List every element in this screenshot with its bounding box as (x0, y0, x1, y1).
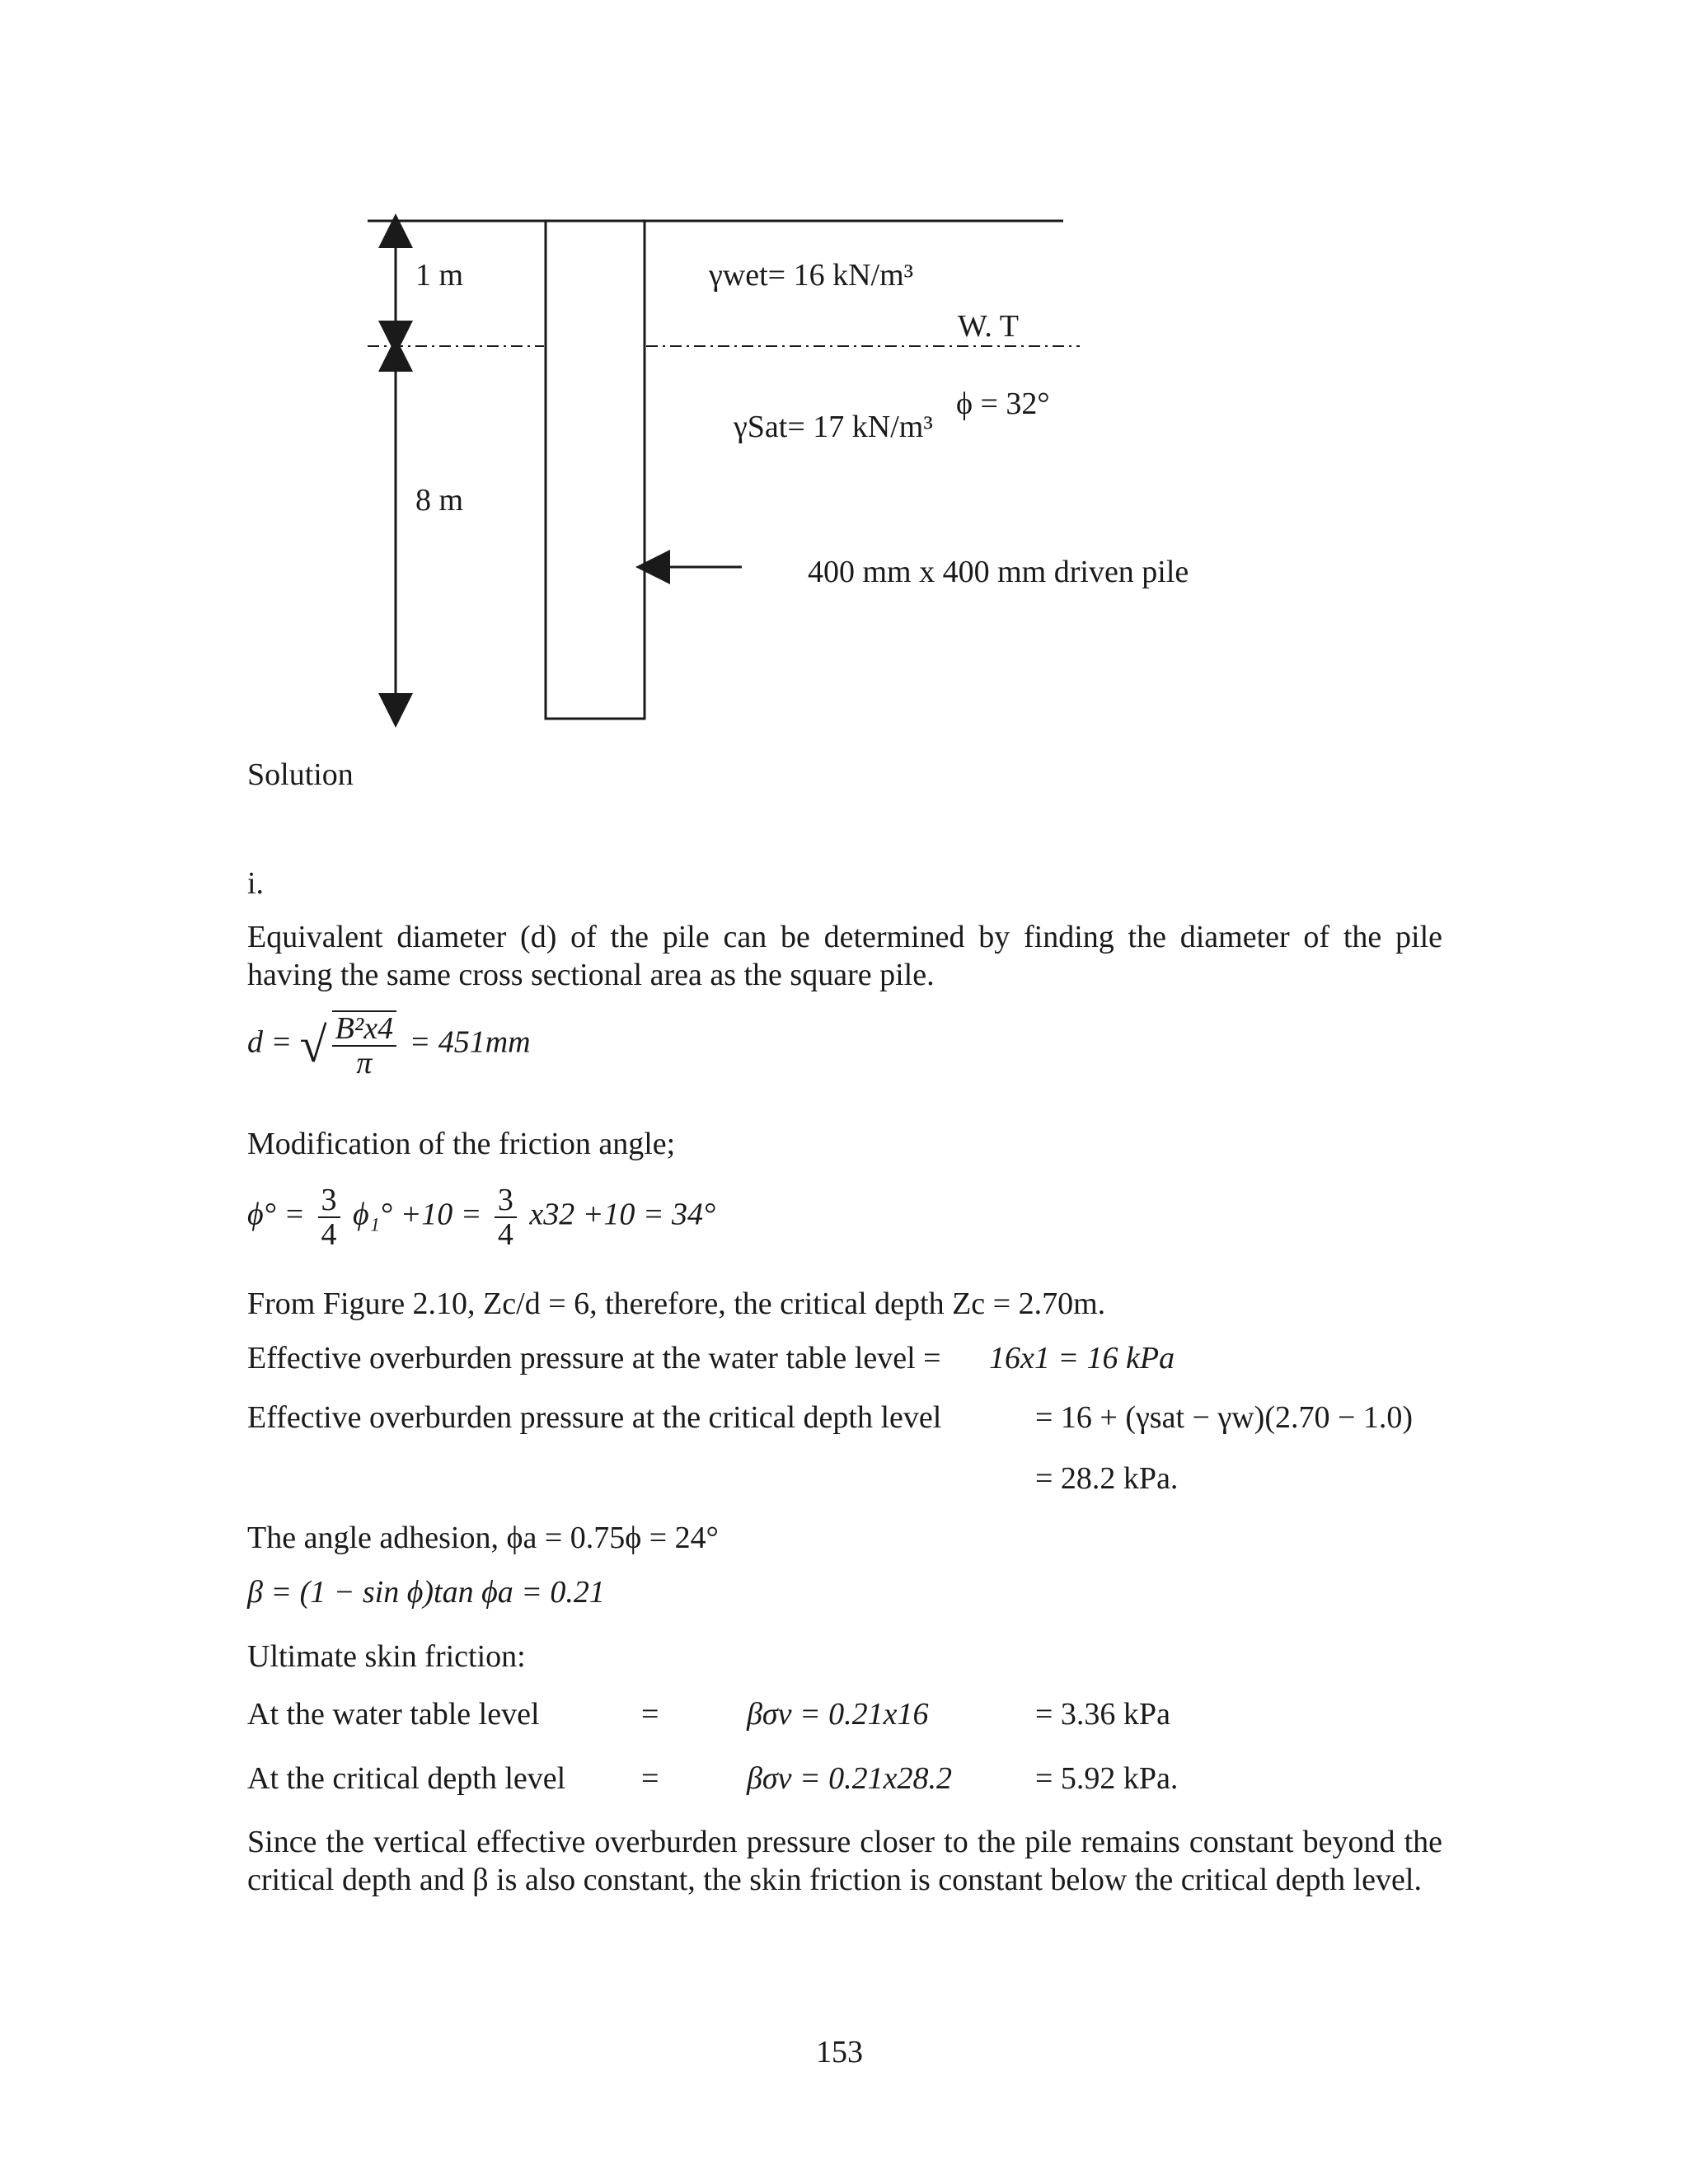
frac2-numerator: 3 (495, 1183, 517, 1218)
equation-phi-mid: ϕ₁° +10 = (353, 1197, 482, 1232)
conclusion-paragraph: Since the vertical effective overburden pressure closer to the pile remains constant beyond the critical depth and β is also constant, the skin friction is constant below the critical depth level. (247, 1825, 1442, 1897)
figure-reference: From Figure 2.10, Zc/d = 6, therefore, the critical depth Zc = 2.70m. (247, 1286, 1106, 1321)
depth-label-8m: 8 m (415, 483, 464, 518)
beta-equation: β = (1 − sin ϕ)tan ϕa = 0.21 (247, 1575, 605, 1610)
skin-row-expression: βσv = 0.21x28.2 (747, 1761, 953, 1796)
equivalent-diameter-paragraph: Equivalent diameter (d) of the pile can be determined by finding the diameter of the pile having the same cross sectional area as the square pile. (247, 920, 1442, 992)
page-number: 153 (816, 2035, 863, 2069)
pile-diagram (0, 0, 1688, 742)
overburden-wt-value: 16x1 = 16 kPa (989, 1341, 1175, 1376)
gamma-sat-label: γSat= 17 kN/m³ (734, 410, 933, 444)
skin-row-result: = 5.92 kPa. (1035, 1761, 1179, 1796)
part-label: i. (247, 866, 265, 901)
skin-row-expression: βσv = 0.21x16 (747, 1697, 929, 1732)
angle-adhesion: The angle adhesion, ϕa = 0.75ϕ = 24° (247, 1521, 719, 1555)
frac2-denominator: 4 (497, 1217, 513, 1252)
overburden-cd-result: = 28.2 kPa. (1035, 1461, 1179, 1496)
equation-phi-lhs: ϕ° = (247, 1197, 306, 1232)
pile-label: 400 mm x 400 mm driven pile (808, 555, 1189, 589)
equation-phi-rest: x32 +10 = 34° (529, 1197, 716, 1232)
skin-row-label: At the critical depth level (247, 1761, 566, 1796)
equation-d-denominator: π (356, 1046, 373, 1080)
overburden-cd-label: Effective overburden pressure at the critical depth level (247, 1400, 942, 1435)
skin-row-result: = 3.36 kPa (1035, 1697, 1170, 1732)
overburden-wt-label: Effective overburden pressure at the water table level = (247, 1341, 941, 1376)
gamma-wet-label: γwet= 16 kN/m³ (709, 258, 914, 293)
depth-label-1m: 1 m (415, 258, 464, 293)
equation-d-lhs: d = (247, 1024, 293, 1060)
water-table-label: W. T (958, 309, 1019, 344)
equation-d-result: = 451mm (409, 1024, 531, 1060)
equation-d: d = √ $\frac{\text{B²x4}}{\pi}$ = 451mm (247, 1011, 531, 1080)
overburden-cd-equation: = 16 + (γsat − γw)(2.70 − 1.0) (1035, 1400, 1414, 1435)
frac1-denominator: 4 (321, 1217, 337, 1252)
equation-phi (247, 1183, 715, 1251)
equation-d-numerator: B²x4 (332, 1012, 396, 1047)
phi-label: ϕ = 32° (956, 387, 1050, 421)
frac1-numerator: 3 (318, 1183, 340, 1218)
solution-heading: Solution (247, 757, 354, 792)
pile-outline (546, 221, 645, 719)
skin-row-equals: = (641, 1761, 659, 1796)
modification-text: Modification of the friction angle; (247, 1127, 676, 1161)
skin-row-label: At the water table level (247, 1697, 540, 1732)
skin-friction-heading: Ultimate skin friction: (247, 1639, 526, 1674)
skin-row-equals: = (641, 1697, 659, 1732)
